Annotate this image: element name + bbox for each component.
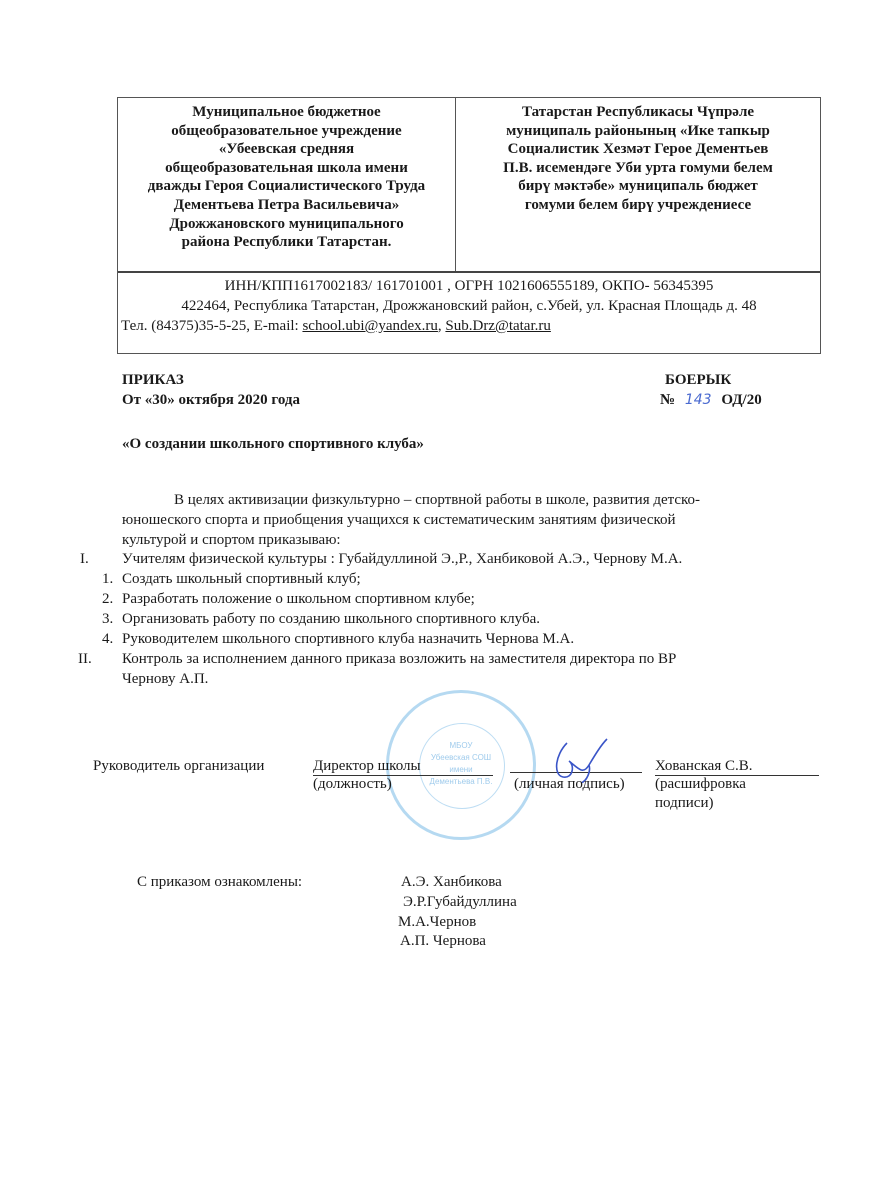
- requisites: [118, 276, 820, 336]
- name-caption: (расшифровка: [655, 776, 746, 792]
- number-sign: №: [660, 392, 676, 408]
- order-date: От «30» октября 2020 года: [122, 392, 301, 408]
- stamp-text: Убеевская СОШ: [430, 753, 492, 762]
- signer-role: Руководитель организации: [93, 758, 265, 774]
- text-line: общеобразовательная школа имени: [165, 159, 408, 176]
- item-text: Руководителем школьного спортивного клуба назначить Чернова М.А.: [122, 631, 575, 647]
- contact-line: [118, 316, 820, 336]
- text-line: Татарстан Республикасы Чүпрәле: [521, 104, 755, 120]
- text-line: общеобразовательное учреждение: [171, 122, 402, 139]
- acknowledged-name: А.Э. Ханбикова: [401, 874, 502, 890]
- text-line: гомуми белем бирү учреждениесе: [524, 196, 752, 213]
- text-line: муниципаль районының «Ике тапкыр: [506, 122, 770, 139]
- email-link[interactable]: Sub.Drz@tatar.ru: [445, 318, 551, 334]
- item-number: II.: [78, 651, 92, 667]
- signer-position: Директор школы: [313, 758, 421, 774]
- item-text: Чернову А.П.: [122, 671, 209, 687]
- acknowledged-name: М.А.Чернов: [398, 914, 477, 930]
- text-line: Социалистик Хезмәт Герое Дементьев: [507, 141, 769, 158]
- intro-line: В целях активизации физкультурно – спортвной работы в школе, развития детско-: [174, 492, 701, 508]
- letterhead: [117, 97, 821, 354]
- separator: ,: [437, 318, 446, 334]
- stamp-text: МБОУ: [449, 741, 473, 750]
- text-line: Дементьева Петра Васильевича»: [173, 196, 400, 213]
- phone: Тел. (84375)35-5-25, E-mail:: [121, 318, 303, 334]
- order-title-tatar: БОЕРЫК: [665, 372, 732, 388]
- signature-caption: (личная подпись): [514, 776, 625, 792]
- address-line: 422464, Республика Татарстан, Дрожжановский район, с.Убей, ул. Красная Площадь д. 48: [181, 298, 757, 314]
- item-text: Учителям физической культуры : Губайдуллиной Э.,Р., Ханбиковой А.Э., Чернову М.А.: [122, 551, 683, 567]
- stamp-text: Дементьева П.В.: [429, 777, 493, 786]
- stamp-text: имени: [449, 765, 473, 774]
- order-subject: «О создании школьного спортивного клуба»: [122, 436, 424, 452]
- acknowledged-name: Э.Р.Губайдуллина: [403, 894, 517, 910]
- divider: [118, 271, 820, 273]
- text-line: дважды Героя Социалистического Труда: [147, 178, 426, 195]
- name-caption: подписи): [655, 795, 714, 811]
- acknowledged-label: С приказом ознакомлены:: [137, 874, 303, 890]
- text-line: района Республики Татарстан.: [181, 234, 392, 251]
- text-line: бирү мәктәбе» муниципаль бюджет: [518, 178, 758, 195]
- handwritten-number: 143: [684, 392, 712, 408]
- text-line: Дрожжановского муниципального: [169, 215, 404, 232]
- item-number: 3.: [102, 611, 114, 627]
- position-caption: (должность): [313, 776, 392, 792]
- item-text: Создать школьный спортивный клуб;: [122, 571, 361, 587]
- text-line: Муниципальное бюджетное: [192, 104, 381, 120]
- intro-line: культурой и спортом приказываю:: [122, 532, 341, 548]
- item-number: 2.: [102, 591, 114, 607]
- item-text: Разработать положение о школьном спортивном клубе;: [122, 591, 475, 607]
- order-title: ПРИКАЗ: [122, 372, 184, 388]
- item-number: 1.: [102, 571, 114, 587]
- item-number: 4.: [102, 631, 114, 647]
- item-text: Организовать работу по созданию школьного спортивного клуба.: [122, 611, 541, 627]
- item-text: Контроль за исполнением данного приказа возложить на заместителя директора по ВР: [122, 651, 677, 667]
- item-number: I.: [80, 551, 89, 567]
- signer-name: Хованская С.В.: [655, 758, 753, 774]
- email-link[interactable]: school.ubi@yandex.ru: [302, 318, 438, 334]
- intro-line: юношеского спорта и приобщения учащихся к систематическим занятиям физической: [122, 512, 676, 528]
- number-suffix: ОД/20: [721, 392, 762, 408]
- text-line: П.В. исемендәге Уби урта гомуми белем: [503, 159, 773, 176]
- letterhead-right: [456, 103, 820, 215]
- order-number: [660, 392, 762, 409]
- letterhead-left: [118, 103, 455, 252]
- requisites-line: ИНН/КПП1617002183/ 161701001 , ОГРН 1021606555189, ОКПО- 56345395: [224, 278, 714, 294]
- acknowledged-name: А.П. Чернова: [400, 933, 486, 949]
- text-line: «Убеевская средняя: [218, 141, 355, 158]
